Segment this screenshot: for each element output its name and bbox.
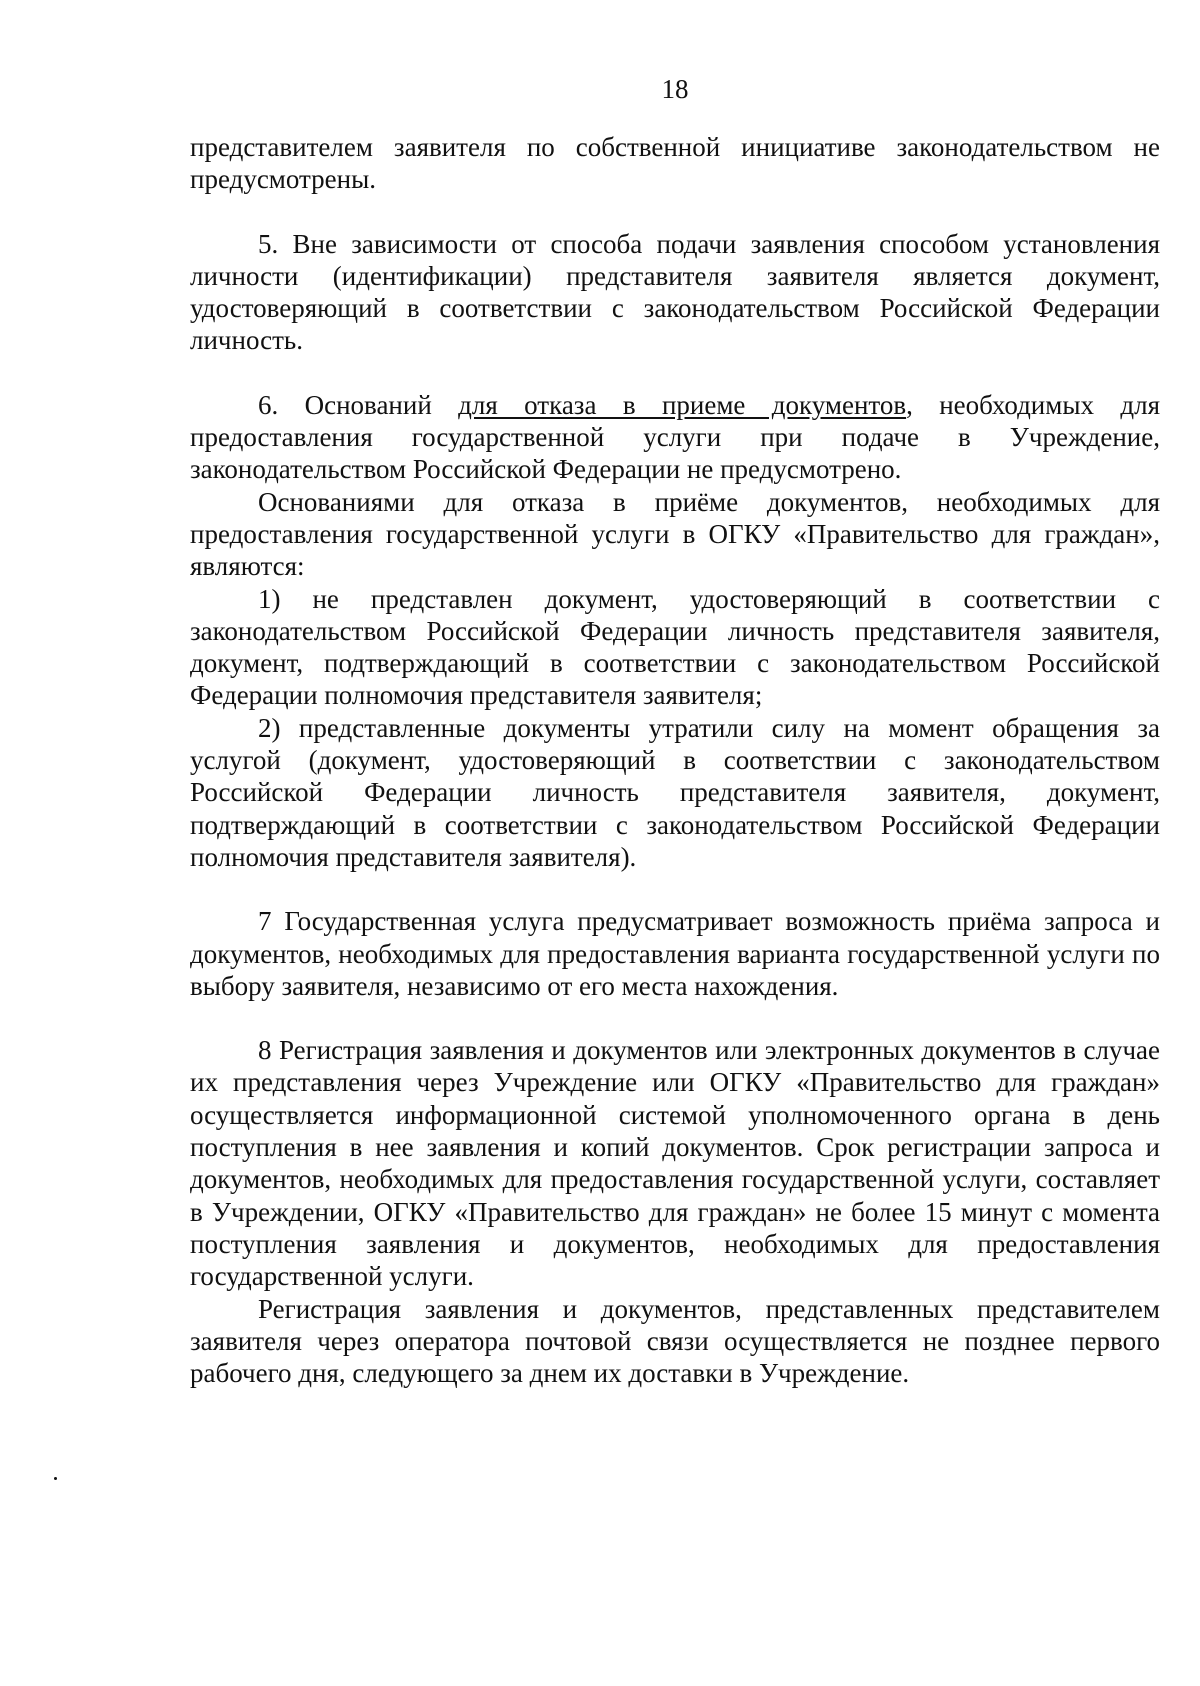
paragraph-7: 7 Государственная услуга предусматривает возможность приёма запроса и документов, необходимых для предоставления варианта государственной услуги по выбору заявителя, независимо от его места нахождения. xyxy=(190,906,1160,1001)
paragraph-6-item-1: 1) не представлен документ, удостоверяющий в соответствии с законодательством Российской Федерации личность представителя заявителя, документ, подтверждающий в соответствии с законодательством Российской Федерации полномочия представителя заявителя; xyxy=(190,583,1160,711)
page-number: 18 xyxy=(661,74,689,104)
paragraph-6-rest: , необходимых для предоставления государственной услуги при подаче в Учреждение, законодательством Российской Федерации не предусмотрено. xyxy=(190,389,1160,485)
paragraph-continuation: представителем заявителя по собственной инициативе законодательством не предусмотрены. xyxy=(190,132,1160,195)
paragraph-6 xyxy=(190,389,1160,486)
document-body xyxy=(190,131,1160,1389)
paragraph-5: 5. Вне зависимости от способа подачи заявления способом установления личности (идентификации) представителя заявителя является документ, удостоверяющий в соответствии с законодательством Российской Федерации личность. xyxy=(190,228,1160,356)
paragraph-8: 8 Регистрация заявления и документов или электронных документов в случае их представления через Учреждение или ОГКУ «Правительство для граждан» осуществляется информационной системой уполномоченного органа в день поступления в нее заявления и копий документов. Срок регистрации запроса и документов, необходимых для предоставления государственной услуги, составляет в Учреждении, ОГКУ «Правительство для граждан» не более 15 минут с момента поступления заявления и документов, необходимых для предоставления государственной услуги. xyxy=(190,1035,1160,1292)
paragraph-6-lead: 6. Оснований xyxy=(258,389,459,420)
paragraph-6-underlined-phrase: для отказа в приеме документов xyxy=(458,389,907,420)
scan-speck xyxy=(54,1477,57,1480)
paragraph-8-registration: Регистрация заявления и документов, представленных представителем заявителя через оператора почтовой связи осуществляется не позднее первого рабочего дня, следующего за днем их доставки в Учреждение. xyxy=(190,1293,1160,1389)
paragraph-6-item-2: 2) представленные документы утратили силу на момент обращения за услугой (документ, удостоверяющий в соответствии с законодательством Российской Федерации личность представителя заявителя, документ, подтверждающий в соответствии с законодательством Российской Федерации полномочия представителя заявителя). xyxy=(190,712,1160,872)
paragraph-6-grounds: Основаниями для отказа в приёме документов, необходимых для предоставления государственной услуги в ОГКУ «Правительство для граждан», являются: xyxy=(190,486,1160,582)
